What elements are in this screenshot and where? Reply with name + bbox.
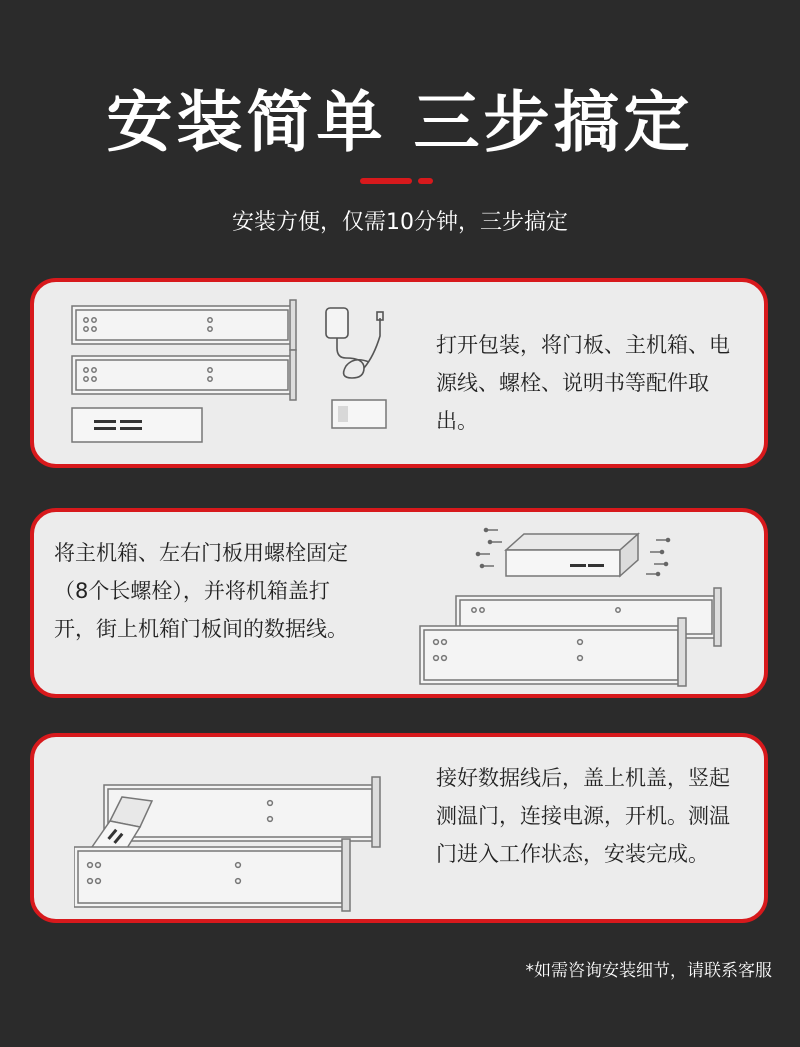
page-title: 安装简单 三步搞定 bbox=[106, 84, 694, 161]
door-panel-icon bbox=[72, 300, 296, 350]
manual-icon bbox=[332, 400, 386, 428]
step-1-card bbox=[30, 278, 768, 468]
page-subtitle: 安装方便，仅需10分钟，三步搞定 bbox=[232, 210, 568, 235]
host-box-icon bbox=[72, 408, 202, 442]
step-1-text: 打开包装，将门板、主机箱、电源线、螺栓、说明书等配件取出。 bbox=[436, 333, 730, 433]
step-3-card bbox=[30, 733, 768, 923]
door-panel-icon bbox=[74, 839, 350, 911]
door-panel-icon bbox=[72, 350, 296, 400]
power-adapter-icon bbox=[326, 308, 383, 378]
step-3-text: 接好数据线后，盖上机盖，竖起测温门，连接电源，开机。测温门进入工作状态，安装完成。 bbox=[436, 766, 730, 866]
door-panel-icon bbox=[420, 618, 686, 686]
step-2-card bbox=[30, 508, 768, 698]
title-accent-dot bbox=[418, 178, 433, 184]
step-2-illustration bbox=[414, 518, 734, 694]
host-box-icon bbox=[506, 534, 638, 576]
step-2-text: 将主机箱、左右门板用螺栓固定（8个长螺栓），并将机箱盖打开，街上机箱门板间的数据线。 bbox=[54, 541, 348, 641]
footer-note: *如需咨询安装细节，请联系客服 bbox=[525, 961, 772, 981]
title-accent-bar bbox=[360, 178, 412, 184]
step-1-illustration bbox=[64, 296, 404, 456]
step-3-illustration bbox=[74, 771, 394, 921]
